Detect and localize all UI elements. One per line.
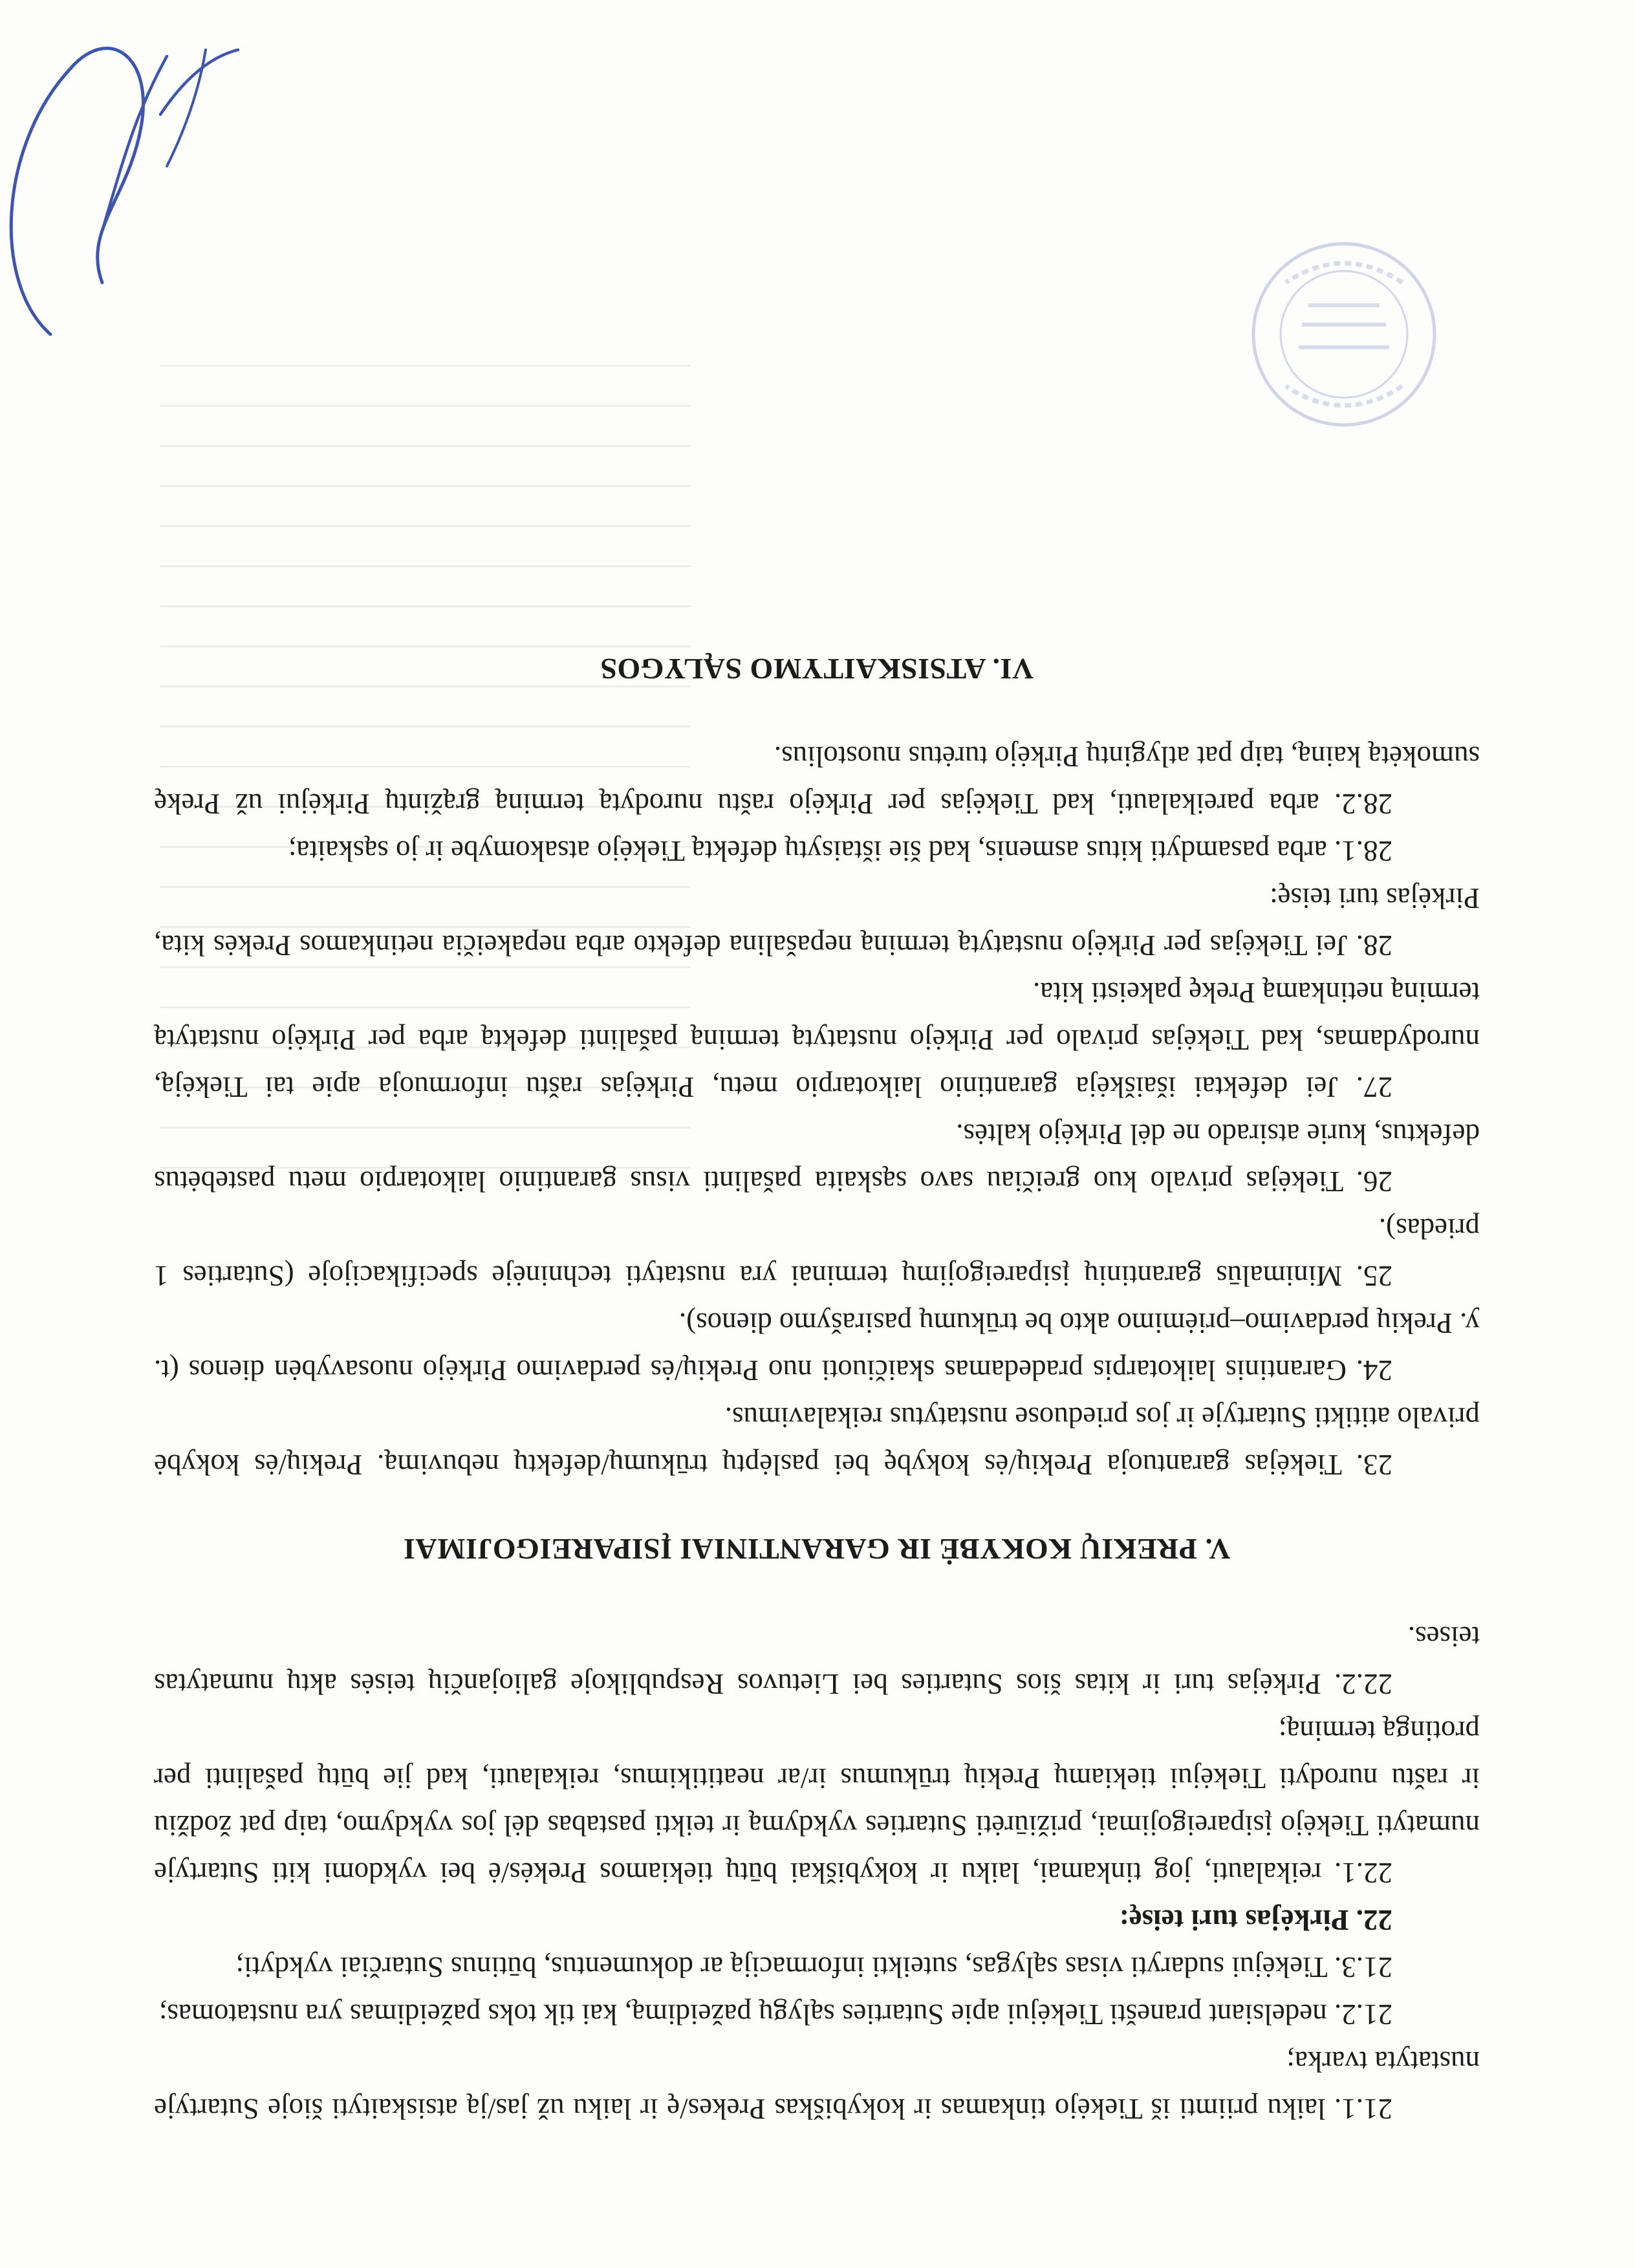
- paragraph-22-2: 22.2. Pirkėjas turi ir kitas šios Sutarties bei Lietuvos Respublikoje galiojančių teisės aktų numatytas teises.: [154, 1621, 1480, 1700]
- paragraph-28: 28. Jei Tiekėjas per Pirkėjo nustatytą terminą nepašalina defekto arba nepakeičia netinkamos Prekės kita, Pirkėjas turi teisę:: [154, 882, 1480, 962]
- paragraph-21-1: 21.1. laiku priimti iš Tiekėjo tinkamas ir kokybiškas Prekes/ę ir laiku už jas/ją atsiskaityti šioje Sutartyje nustatyta tvarka;: [154, 2046, 1480, 2125]
- round-stamp: [1247, 237, 1441, 431]
- paragraph-27: 27. Jei defektai išaiškėja garantinio laikotarpio metu, Pirkėjas raštu informuoja apie tai Tiekėją, nurodydamas, kad Tiekėjas privalo per Pirkėjo nustatytą terminą pašalinti defektą arba per Pirkėjo nustatytą terminą netinkamą Prekę pakeisti kita.: [154, 977, 1480, 1103]
- paragraph-22: 22. Pirkėjas turi teisę:: [1119, 1904, 1392, 1936]
- paragraph-22-1: 22.1. reikalauti, jog tinkamai, laiku ir kokybiškai būtų tiekiamos Prekės/ė bei vykdomi kiti Sutartyje numatyti Tiekėjo įsipareigojimai, prižiūrėti Sutarties vykdymą ir teikti pastabas dėl jos vykdymo, taip pat žodžiu ir raštu nurodyti Tiekėjui tiekiamų Prekių trūkumus ir/ar neatitikimus, reikalauti, kad jie būtų pašalinti per protingą terminą;: [154, 1715, 1480, 1889]
- paragraph-21-3: 21.3. Tiekėjui sudaryti visas sąlygas, suteikti informaciją ar dokumentus, būtinus Sutarčiai vykdyti;: [235, 1951, 1392, 1983]
- paragraph-28-1: 28.1. arba pasamdyti kitus asmenis, kad šie ištaisytų defektą Tiekėjo atsakomybe ir jo sąskaita;: [288, 835, 1392, 867]
- paragraph-25: 25. Minimalūs garantinių įsipareigojimų terminai yra nustatyti techninėje specifikacijoje (Sutarties 1 priedas).: [154, 1213, 1480, 1292]
- paragraph-23: 23. Tiekėjas garantuoja Prekių/ės kokybę bei paslėptų trūkumų/defektų nebuvimą. Prekių/ės kokybė privalo atitikti Sutartyje ir jos prieduose nustatytus reikalavimus.: [154, 1401, 1480, 1481]
- document-body: [154, 608, 1480, 2132]
- paragraph-21-2: 21.2. nedelsiant pranešti Tiekėjui apie Sutarties sąlygų pažeidimą, kai tik toks pažeidimas yra nustatomas;: [158, 1998, 1392, 2031]
- paragraph-26: 26. Tiekėjas privalo kuo greičiau savo sąskaita pašalinti visus garantinio laikotarpio metu pastebėtus defektus, kurie atsirado ne dėl Pirkėjo kaltės.: [154, 1118, 1480, 1198]
- paragraph-24: 24. Garantinis laikotarpis pradedamas skaičiuoti nuo Prekių/ės perdavimo Pirkėjo nuosavybėn dienos (t. y. Prekių perdavimo–priėmimo akto be trūkumų pasirašymo dienos).: [154, 1307, 1480, 1387]
- paragraph-28-2: 28.2. arba pareikalauti, kad Tiekėjas per Pirkėjo raštu nurodytą terminą grąžintų Pirkėjui už Prekę sumokėtą kainą, taip pat atlygintų Pirkėjo turėtus nuostolius.: [154, 740, 1480, 820]
- section-v-title: V. PREKIŲ KOKYBĖ IR GARANTINIAI ĮSIPAREIGOJIMAI: [403, 1533, 1231, 1566]
- handwritten-signature: [0, 0, 264, 360]
- section-vi-title: VI. ATSISKAITYMO SĄLYGOS: [600, 653, 1034, 686]
